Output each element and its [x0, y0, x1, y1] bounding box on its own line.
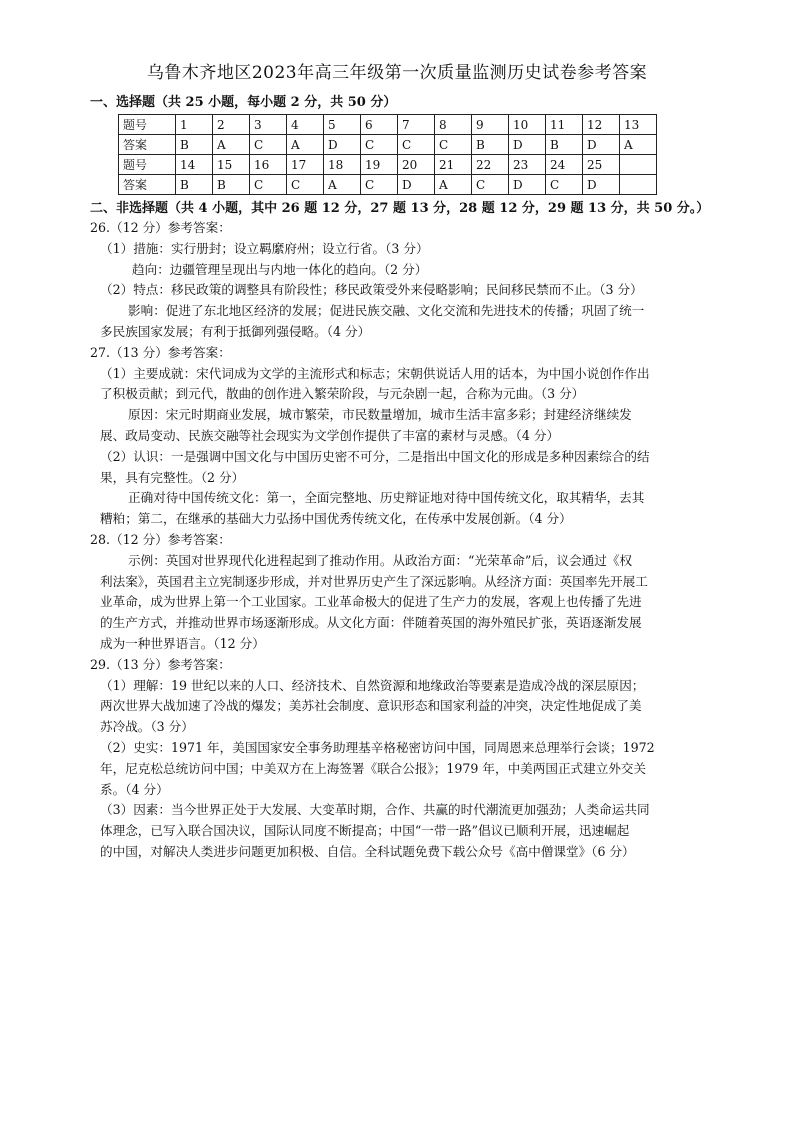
table-cell: C [435, 135, 472, 155]
q28-line: 利法案》，英国君主立宪制逐步形成，并对世界历史产生了深远影响。从经济方面：英国率先开展工 [100, 573, 648, 589]
q29-line: 年，尼克松总统访问中国；中美双方在上海签署《联合公报》；1979 年，中美两国正式建立外交关 [100, 760, 647, 776]
q26-line: 趋向：边疆管理呈现出与内地一体化的趋向。（2 分） [132, 261, 428, 277]
q27-header: 27.（13 分）参考答案： [90, 344, 231, 360]
table-cell [620, 155, 657, 175]
q27-line: （2）认识：一是强调中国文化与中国历史密不可分，二是指出中国文化的形成是多种因素综合的结 [100, 448, 650, 464]
q28-line: 示例：英国对世界现代化进程起到了推动作用。从政治方面：“光荣革命”后，议会通过《权 [128, 552, 633, 568]
table-cell: 4 [287, 115, 324, 135]
q28-line: 的生产方式，并推动世界市场逐渐形成。从文化方面：伴随着英国的海外殖民扩张，英语逐渐发展 [100, 615, 642, 631]
table-cell: D [509, 175, 546, 195]
table-cell: 24 [546, 155, 583, 175]
q26-header: 26.（12 分）参考答案： [90, 220, 231, 235]
table-cell: A [324, 175, 361, 195]
section2-heading: 二、非选择题（共 4 小题，其中 26 题 12 分，27 题 13 分，28 题 12 分，29 题 13 分，共 50 分。） [90, 201, 710, 216]
q29-header: 29.（13 分）参考答案： [90, 656, 231, 672]
q29-line: 体理念，已写入联合国决议，国际认同度不断提高；中国“一带一路”倡议已顺利开展，迅速崛起 [100, 823, 630, 839]
q28-line: 业革命，成为世界上第一个工业国家。工业革命极大的促进了生产力的发展，客观上也传播了先进 [100, 594, 642, 610]
table-row [119, 115, 657, 135]
table-cell: 16 [250, 155, 287, 175]
table-cell: 6 [361, 115, 398, 135]
table-row [119, 175, 657, 195]
table-cell: D [324, 135, 361, 155]
table-cell: C [398, 135, 435, 155]
table-cell: 8 [435, 115, 472, 135]
table-cell: B [472, 135, 509, 155]
table-cell: 7 [398, 115, 435, 135]
table-cell: 15 [213, 155, 250, 175]
q29-line: （2）史实：1971 年，美国国家安全事务助理基辛格秘密访问中国，同周恩来总理举行会谈；1972 [100, 739, 655, 755]
q26-line: （1）措施：实行册封；设立羁縻府州；设立行省。（3 分） [100, 240, 429, 256]
q27-line: 果，具有完整性。（2 分） [100, 469, 245, 485]
table-cell: C [250, 135, 287, 155]
table-cell: 11 [546, 115, 583, 135]
table-cell: D [509, 135, 546, 155]
q29-line: 苏冷战。（3 分） [100, 719, 194, 735]
table-cell: D [583, 135, 620, 155]
q27-line: （1）主要成就：宋代词成为文学的主流形式和标志；宋朝供说话人用的话本，为中国小说创作作出 [100, 365, 650, 381]
q29-line: （1）理解：19 世纪以来的人口、经济技术、自然资源和地缘政治等要素是造成冷战的深层原因； [100, 677, 645, 693]
table-cell: C [361, 175, 398, 195]
table-cell: C [287, 175, 324, 195]
page-title: 乌鲁木齐地区2023年高三年级第一次质量监测历史试卷参考答案 [146, 63, 648, 83]
table-row [119, 135, 657, 155]
table-cell: 1 [176, 115, 213, 135]
table-cell: 20 [398, 155, 435, 175]
answer-table [118, 114, 657, 195]
table-cell: 19 [361, 155, 398, 175]
table-cell: 21 [435, 155, 472, 175]
table-cell: B [176, 135, 213, 155]
table-cell: 22 [472, 155, 509, 175]
q29-line: （3）因素：当今世界正处于大发展、大变革时期，合作、共赢的时代潮流更加强劲；人类命运共同 [100, 802, 650, 818]
table-cell: B [213, 175, 250, 195]
q26-line: 影响：促进了东北地区经济的发展；促进民族交融、文化交流和先进技术的传播；巩固了统一 [128, 303, 645, 319]
q27-line: 了积极贡献；到元代，散曲的创作进入繁荣阶段，与元杂剧一起，合称为元曲。（3 分） [100, 386, 585, 402]
table-cell: 12 [583, 115, 620, 135]
table-cell: C [546, 175, 583, 195]
table-cell-label: 答案 [119, 175, 176, 195]
table-cell: 17 [287, 155, 324, 175]
table-cell: 18 [324, 155, 361, 175]
q29-line: 的中国，对解决人类进步问题更加积极、自信。全科试题免费下载公众号《高中僧课堂》（6 分） [100, 843, 635, 859]
table-cell: 5 [324, 115, 361, 135]
q29-line: 系。（4 分） [100, 781, 169, 797]
table-cell-label: 题号 [119, 115, 176, 135]
table-cell: 2 [213, 115, 250, 135]
table-cell: 3 [250, 115, 287, 135]
table-cell-label: 题号 [119, 155, 176, 175]
table-cell: D [583, 175, 620, 195]
section1-heading: 一、选择题（共 25 小题，每小题 2 分，共 50 分） [90, 95, 397, 110]
q27-line: 展、政局变动、民族交融等社会现实为文学创作提供了丰富的素材与灵感。（4 分） [100, 427, 560, 443]
q27-line: 正确对待中国传统文化：第一，全面完整地、历史辩证地对待中国传统文化，取其精华，去其 [128, 490, 645, 506]
table-cell: 9 [472, 115, 509, 135]
answer-sheet-page [90, 58, 710, 863]
table-cell [620, 175, 657, 195]
table-cell: 14 [176, 155, 213, 175]
table-cell: 10 [509, 115, 546, 135]
q27-line: 糟粕；第二，在继承的基础大力弘扬中国优秀传统文化，在传承中发展创新。（4 分） [100, 511, 572, 527]
table-cell: C [250, 175, 287, 195]
q26-line: （2）特点：移民政策的调整具有阶段性；移民政策受外来侵略影响；民间移民禁而不止。（3 分） [100, 282, 643, 298]
table-cell: 25 [583, 155, 620, 175]
table-cell: B [176, 175, 213, 195]
q28-line: 成为一种世界语言。（12 分） [100, 635, 265, 651]
q26-line: 多民族国家发展；有利于抵御列强侵略。（4 分） [100, 323, 371, 339]
q28-header: 28.（12 分）参考答案： [90, 531, 231, 547]
table-cell: B [546, 135, 583, 155]
table-cell: C [361, 135, 398, 155]
q27-line: 原因：宋元时期商业发展，城市繁荣，市民数量增加，城市生活丰富多彩；封建经济继续发 [128, 407, 632, 423]
table-row [119, 155, 657, 175]
table-cell-label: 答案 [119, 135, 176, 155]
table-cell: 23 [509, 155, 546, 175]
table-cell: C [472, 175, 509, 195]
table-cell: D [398, 175, 435, 195]
q29-line: 两次世界大战加速了冷战的爆发；美苏社会制度、意识形态和国家利益的冲突，决定性地促成了美 [100, 698, 642, 714]
table-cell: A [287, 135, 324, 155]
table-cell: A [435, 175, 472, 195]
table-cell: 13 [620, 115, 657, 135]
table-cell: A [620, 135, 657, 155]
table-cell: A [213, 135, 250, 155]
